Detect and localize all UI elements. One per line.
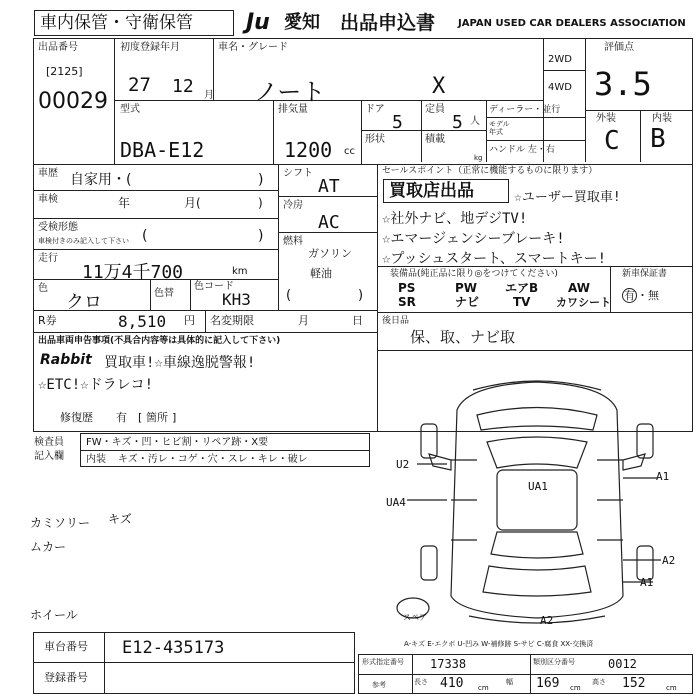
class-no-label: 類別区分番号 (533, 658, 575, 666)
recycle-value: 8,510 (118, 312, 167, 331)
association-english: JAPAN USED CAR DEALERS ASSOCIATION (458, 18, 686, 29)
inspector-row-2: キズ・汚レ・コゲ・穴・スレ・キレ・破レ (118, 454, 308, 465)
score-value: 3.5 (594, 65, 652, 103)
shaken-close: ) (258, 196, 263, 210)
color-label: 色 (38, 283, 48, 294)
color-value: クロ (66, 292, 102, 313)
equipment-label: 装備品(純正品に限り◎をつけてください) (390, 269, 558, 279)
type-value: DBA-E12 (120, 138, 205, 162)
model-year-label: モデル 年式 (489, 120, 510, 136)
color-code-label: 色コード (194, 281, 234, 292)
fuel-label: 燃料 (283, 236, 303, 247)
equip-tv: TV (513, 295, 531, 309)
ext-label: 外装 (596, 113, 616, 124)
lot-number: 00029 (38, 89, 108, 114)
equip-pw: PW (455, 281, 478, 295)
length-unit: cm (478, 684, 489, 692)
mark-u2: U2 (396, 458, 410, 471)
mark-ua4: UA4 (386, 496, 406, 509)
reg-month: 12 (172, 76, 194, 97)
mark-a1-lower: A1 (640, 576, 654, 589)
org-name: 愛知 (284, 12, 320, 33)
name-change-month: 月 (298, 314, 309, 327)
chassis-value: E12-435173 (122, 638, 225, 658)
inspector-row-1: FW・キズ・凹・ヒビ割・リペア跡・X要 (86, 437, 269, 448)
lot-label: 出品番号 (38, 42, 78, 53)
note-3: ムカー (30, 540, 67, 554)
fuel-close: ) (358, 288, 364, 303)
engine-label: 排気量 (278, 104, 308, 115)
class-no-value: 0012 (608, 657, 637, 671)
mark-a2-right: A2 (662, 554, 676, 567)
register-label: 登録番号 (44, 671, 88, 684)
score-label: 評価点 (604, 42, 634, 53)
after-label: 後日品 (382, 316, 410, 326)
equip-leather: カワシート (556, 296, 611, 309)
mark-a2-rear: A2 (540, 614, 554, 627)
receipt-close: ) (258, 228, 264, 244)
warranty-yes: 有 (624, 289, 635, 302)
history-label: 車歴 (38, 168, 58, 179)
shaken-year: 年 (118, 196, 131, 210)
drive-2wd: 2WD (548, 54, 572, 65)
model-no-value: 17338 (430, 657, 467, 671)
defects-line-1: 買取車!☆車線逸脱警報! (104, 355, 256, 371)
equip-aw: AW (568, 281, 590, 295)
equip-sr: SR (398, 295, 416, 309)
fuel-diesel: 軽油 (310, 267, 332, 280)
height-unit: cm (666, 684, 677, 692)
defects-line-2: ☆ETC!☆ドラレコ! (38, 377, 154, 393)
inspector-label-1: 検査員 (34, 437, 64, 448)
cooling-label: 冷房 (283, 200, 303, 211)
cooling-value: AC (318, 212, 340, 233)
recycle-label: R券 (38, 314, 57, 327)
receipt-label: 受検形態 (38, 222, 78, 233)
sales-line-2: ☆社外ナビ、地デジTV! (382, 211, 528, 227)
engine-value: 1200 (284, 138, 333, 162)
load-label: 積載 (425, 134, 445, 145)
sales-line-3: ☆エマージェンシーブレーキ! (382, 231, 565, 247)
doc-title: 出品申込書 (340, 12, 436, 34)
height-value: 152 (622, 676, 646, 691)
chassis-label: 車台番号 (44, 640, 88, 653)
repair-close: ] (172, 411, 177, 424)
length-label: 長さ (414, 678, 428, 686)
sales-label: セールスポイント（正常に機能するものに限ります） (382, 166, 598, 176)
name-change-day: 日 (352, 314, 363, 327)
mark-ua1-center: UA1 (528, 480, 548, 493)
mark-a1-right: A1 (656, 470, 670, 483)
warranty-no: ・無 (637, 289, 659, 302)
spare-label: スペア (403, 613, 427, 622)
width-unit: cm (570, 684, 581, 692)
capacity-unit: 人 (470, 116, 480, 127)
reg-year: 27 (128, 74, 151, 96)
reg-month-unit: 月 (204, 90, 214, 101)
damage-legend: A-キズ E-エクボ U-凹み W-補修跡 S-サビ C-腐食 XX-交換済 (404, 640, 594, 648)
doors-label: ドア (365, 104, 385, 115)
mileage-value: 11万4千700 (82, 262, 184, 283)
kaitori-label: 買取店出品 (389, 181, 474, 201)
repair-value: 有 (116, 411, 127, 424)
int-grade: B (650, 124, 666, 154)
height-label: 高さ (592, 678, 606, 686)
shift-value: AT (318, 176, 340, 197)
equip-navi: ナビ (455, 295, 480, 309)
reg-label: 初度登録年月 (120, 42, 180, 53)
name-change-label: 名変期限 (210, 314, 254, 327)
equip-ps: PS (398, 281, 416, 295)
model-no-label: 形式指定番号 (362, 658, 404, 666)
type-label: 型式 (120, 104, 140, 115)
remark-label: 参考 (372, 681, 386, 689)
color-code: KH3 (222, 290, 251, 309)
ju-logo: Ju (246, 10, 270, 35)
mileage-label: 走行 (38, 253, 58, 264)
history-close: ) (258, 172, 264, 188)
name-label: 車名・グレード (218, 42, 288, 53)
grade: X (432, 74, 446, 99)
warranty-label: 新車保証書 (622, 269, 668, 279)
fuel-gas: ガソリン (308, 247, 352, 260)
ext-grade: C (604, 126, 620, 156)
shape-label: 形状 (365, 134, 385, 145)
mileage-unit: km (232, 266, 248, 277)
equip-airbag: エアB (505, 281, 539, 295)
repair-label: 修復歴 (60, 411, 93, 424)
model-name: ノート (254, 78, 326, 106)
sales-line-1: ☆ユーザー買取車! (514, 190, 621, 205)
receipt-note: 車検付きのみ記入して下さい (38, 237, 129, 245)
engine-unit: cc (344, 146, 355, 157)
inspector-label-2: 記入欄 (34, 451, 64, 462)
shift-label: シフト (283, 168, 313, 179)
repair-place: 箇所 (146, 411, 168, 424)
note-2: キズ (108, 512, 132, 526)
fuel-open: ( (286, 288, 292, 303)
car-diagram (377, 360, 693, 630)
color-change-label: 色替 (154, 288, 174, 299)
int-label: 内装 (652, 113, 672, 124)
inspector-row-2-label: 内装 (86, 454, 106, 465)
capacity-label: 定員 (425, 104, 445, 115)
receipt-open: ( (142, 228, 148, 244)
recycle-unit: 円 (184, 314, 195, 327)
rabbit-logo: Rabbit (40, 352, 92, 368)
note-1: カミソリー (30, 516, 91, 530)
capacity-value: 5 (452, 112, 463, 133)
defects-label: 出品車両申告事項(不具合内容等は具体的に記入して下さい) (38, 336, 281, 346)
shaken-month: 月( (184, 196, 201, 210)
width-value: 169 (536, 676, 560, 691)
length-value: 410 (440, 676, 464, 691)
sales-line-4: ☆プッシュスタート、スマートキー! (382, 251, 607, 267)
after-value: 保、取、ナビ取 (410, 328, 516, 346)
lot-bracket: [2125] (46, 65, 83, 78)
note-4: ホイール (30, 608, 78, 622)
width-label: 幅 (506, 678, 513, 686)
handle-label: ハンドル 左・右 (489, 145, 555, 155)
shaken-label: 車検 (38, 194, 58, 205)
dealer-label: ディーラー・並行 (489, 105, 561, 115)
doors-value: 5 (392, 112, 403, 133)
storage-label: 車内保管・守衛保管 (40, 13, 193, 33)
history-value: 自家用・( (70, 172, 132, 188)
load-unit: kg (474, 154, 483, 162)
drive-4wd: 4WD (548, 82, 572, 93)
